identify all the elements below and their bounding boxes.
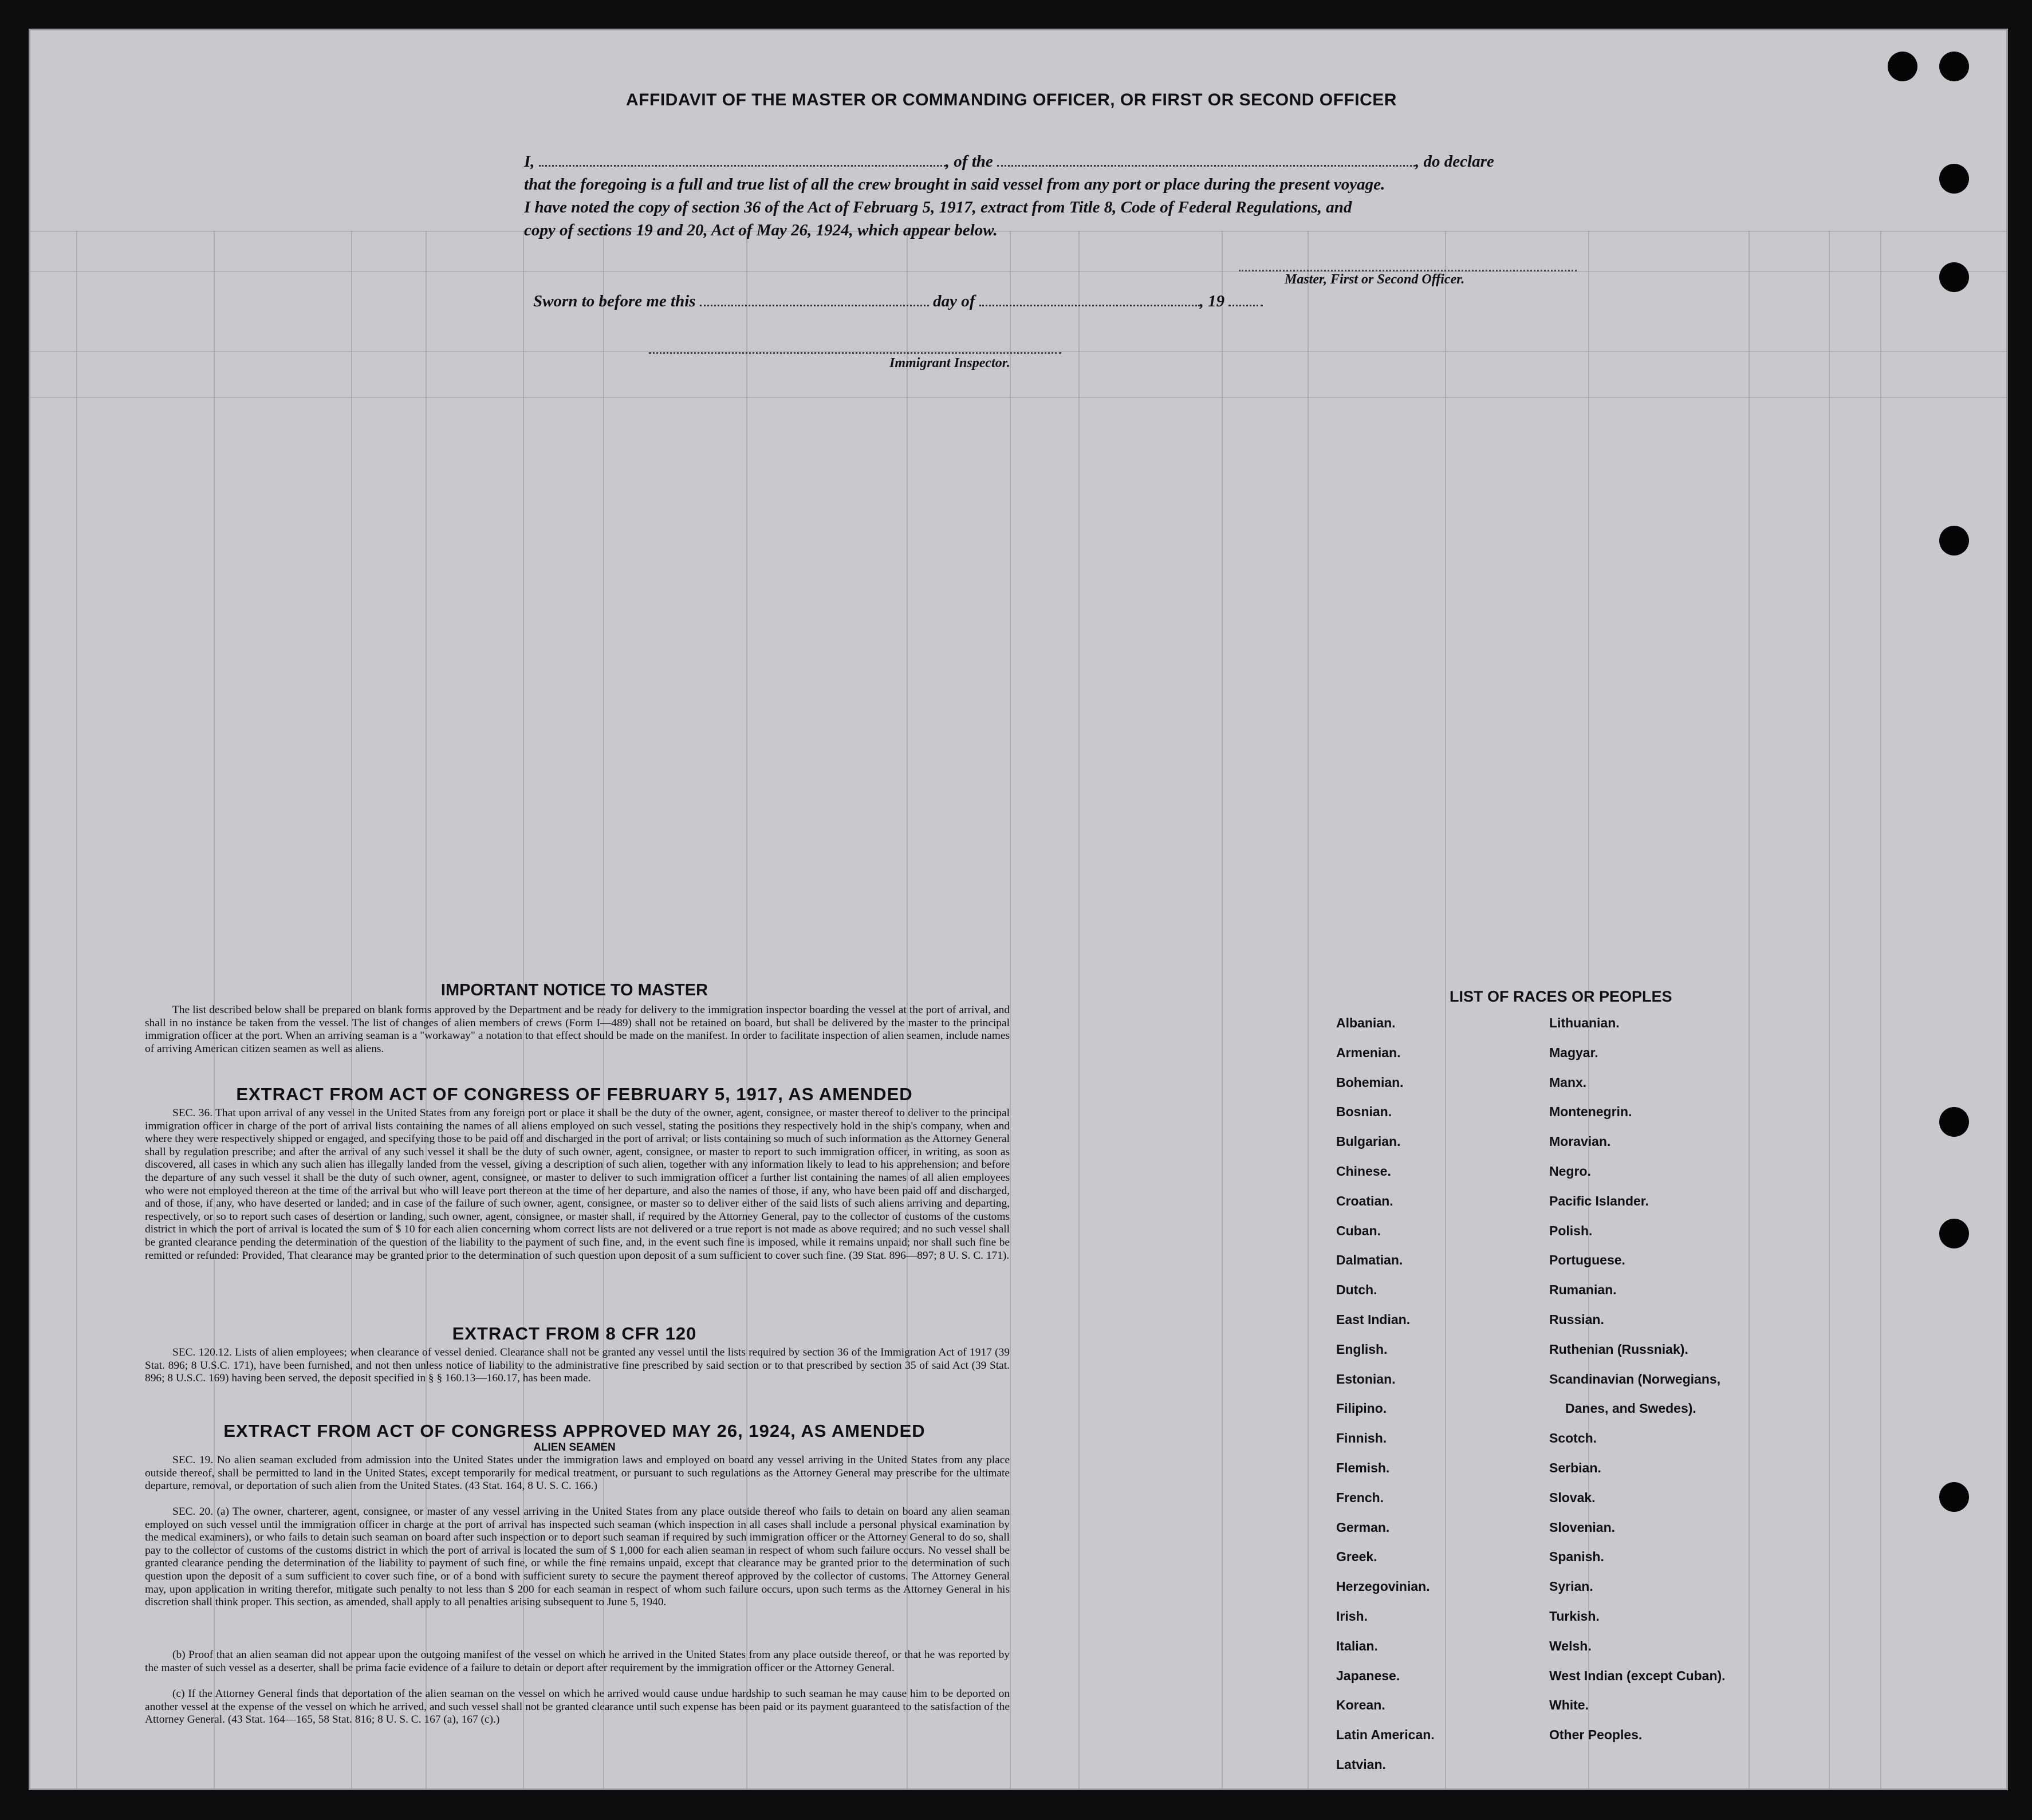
race-item: West Indian (except Cuban).: [1549, 1668, 1726, 1683]
race-item: Finnish.: [1336, 1431, 1387, 1446]
declarant-of: , of the: [945, 152, 993, 171]
sworn-year-field[interactable]: [1228, 293, 1263, 306]
extract-1924-sec20c: (c) If the Attorney General finds that deportation of the alien seaman on the vessel on which he arrived would cause undue hardship to such seaman he may cause him to be deported on another vessel at the expense of the vessel on which he arrived, and such vessel shall not be granted clearance until such expense has been paid or its payment guaranteed to the satisfaction of the Attorney General. (43 Stat. 164—165, 58 Stat. 816; 8 U. S. C. 167 (a), 167 (c).): [145, 1688, 1010, 1726]
declarant-declare: , do declare: [1415, 152, 1494, 171]
race-item: Bulgarian.: [1336, 1134, 1401, 1149]
race-item: Spanish.: [1549, 1549, 1604, 1565]
declaration-line-1: [524, 152, 1494, 171]
race-item: Herzegovinian.: [1336, 1579, 1430, 1594]
race-item: Albanian.: [1336, 1015, 1396, 1030]
race-item: Filipino.: [1336, 1401, 1387, 1416]
declarant-name-field[interactable]: [539, 153, 946, 167]
race-item: Scotch.: [1549, 1431, 1597, 1446]
sworn-day-of: day of: [933, 292, 975, 310]
race-item: Croatian.: [1336, 1193, 1393, 1208]
race-item: Dalmatian.: [1336, 1252, 1403, 1268]
race-item: Turkish.: [1549, 1609, 1600, 1624]
race-item: Greek.: [1336, 1549, 1377, 1565]
punch-hole: [1939, 164, 1969, 194]
race-item: Flemish.: [1336, 1460, 1390, 1475]
race-item: Slovak.: [1549, 1490, 1596, 1505]
vessel-name-field[interactable]: [997, 153, 1415, 167]
race-item: Syrian.: [1549, 1579, 1593, 1594]
master-signature-label: Master, First or Second Officer.: [1285, 272, 1465, 287]
manifest-sheet: [29, 29, 2008, 1790]
sworn-line: [533, 292, 1263, 311]
race-item: Scandinavian (Norwegians,: [1549, 1371, 1721, 1386]
race-item: Japanese.: [1336, 1668, 1400, 1683]
race-item: Russian.: [1549, 1312, 1604, 1327]
race-item: Magyar.: [1549, 1045, 1598, 1060]
sworn-prefix: Sworn to before me this: [533, 292, 696, 310]
race-item: Estonian.: [1336, 1371, 1396, 1386]
punch-hole: [1939, 262, 1969, 292]
affidavit-title: AFFIDAVIT OF THE MASTER OR COMMANDING OFFICER, OR FIRST OR SECOND OFFICER: [626, 90, 1397, 109]
notice-title: IMPORTANT NOTICE TO MASTER: [440, 981, 708, 999]
race-item: Serbian.: [1549, 1460, 1601, 1475]
race-item: Dutch.: [1336, 1282, 1377, 1298]
race-item: Moravian.: [1549, 1134, 1611, 1149]
race-item: Cuban.: [1336, 1223, 1381, 1238]
notice-text: The list described below shall be prepared on blank forms approved by the Department and be ready for delivery to the immigration inspector boarding the vessel at the port of arrival, and shall in no instance be taken from the vessel. The list of changes of alien members of crews (Form I—489) shall not be retained on board, but shall be delivered by the master to the principal immigration officer at the port. When an arriving seaman is a "workaway" a notation to that effect should be made on the manifest. In order to facilitate inspection of alien seamen, include names of arriving American citizen seamen as well as aliens.: [145, 1004, 1010, 1055]
extract-1924-sec20b: (b) Proof that an alien seaman did not appear upon the outgoing manifest of the vessel on which he arrived in the United States from any place outside thereof, or that he was reported by the master of such vessel as a deserter, shall be prima facie evidence of a failure to detain or deport after requirement by the immigration officer or the Attorney General.: [145, 1649, 1010, 1674]
races-title: LIST OF RACES OR PEOPLES: [1450, 988, 1672, 1005]
master-signature-field[interactable]: [1239, 270, 1577, 271]
punch-hole: [1939, 1107, 1969, 1137]
race-item: Bohemian.: [1336, 1074, 1404, 1090]
race-item: Armenian.: [1336, 1045, 1401, 1060]
extract-1924-subtitle: ALIEN SEAMEN: [533, 1441, 616, 1453]
race-item: White.: [1549, 1697, 1589, 1713]
race-item: English.: [1336, 1341, 1388, 1357]
punch-hole: [1939, 52, 1969, 81]
race-item: Korean.: [1336, 1697, 1385, 1713]
race-item: Polish.: [1549, 1223, 1593, 1238]
extract-1917-text: SEC. 36. That upon arrival of any vessel in the United States from any foreign port or place it shall be the duty of the owner, agent, consignee, or master thereof to deliver to the principal immigration officer in charge of the port of arrival lists containing the names of all aliens employed on such vessel, stating the positions they respectively hold in the ship's company, when and where they were respectively shipped or engaged, and specifying those to be paid off and discharged in the port of arrival; or lists containing so much of such information as the Attorney General shall by regulation prescribe; and after the arrival of any such vessel it shall be the duty of such owner, agent, consignee, or master to report to such immigration officer, in writing, as soon as discovered, all cases in which any such alien has illegally landed from the vessel, giving a description of such alien, together with any information likely to lead to his apprehension; and before the departure of any such vessel it shall be the duty of such owner, agent, consignee, or master to deliver to such immigration officer a further list containing the names of all alien employees who were not employed thereon at the time of the arrival but who will leave port thereon at the time of her departure, and also the names of those, if any, who have been paid off and discharged, and of those, if any, who have deserted or landed; and in case of the failure of such owner, agent, consignee, or master so to deliver either of the said lists of such aliens arriving and departing, respectively, or so to report such cases of desertion or landing, such owner, agent, consignee, or master shall, if required by the Attorney General, pay to the collector of customs of the customs district in which the port of arrival is located the sum of $ 10 for each alien concerning whom correct lists are not delivered or a true report is not made as above required; and no such vessel shall be granted clearance pending the determination of the question of the liability to the payment of such fine, and, in the event such fine is imposed, while it remains unpaid; nor shall such fine be remitted or refunded: Provided, That clearance may be granted prior to the determination of such question upon deposit of a sum sufficient to cover such fine. (39 Stat. 896—897; 8 U. S. C. 171).: [145, 1107, 1010, 1262]
extract-1917-title: EXTRACT FROM ACT OF CONGRESS OF FEBRUARY 5, 1917, AS AMENDED: [236, 1084, 913, 1104]
race-item: Negro.: [1549, 1164, 1591, 1179]
punch-hole: [1939, 1482, 1969, 1512]
race-item: Latin American.: [1336, 1727, 1435, 1743]
race-item: Pacific Islander.: [1549, 1193, 1649, 1208]
race-item: Welsh.: [1549, 1638, 1592, 1653]
race-item: Slovenian.: [1549, 1519, 1616, 1535]
extract-1924-sec20a: SEC. 20. (a) The owner, charterer, agent, consignee, or master of any vessel arriving in the United States from any place outside thereof who fails to detain on board any alien seaman employed on such vessel until the immigration officer in charge at the port of arrival has inspected such seaman (which inspection in all cases shall include a personal physical examination by the medical examiners), or who fails to detain such seaman on board after such inspection or to deport such seaman if required by such immigration officer or the Attorney General to do so, shall pay to the collector of customs of the customs district in which the port of arrival is located the sum of $ 1,000 for each alien seaman in respect of whom such failure occurs. No vessel shall be granted clearance pending the determination of the liability to payment of such fine, or while the fine remains unpaid, except that clearance may be granted prior to the determination of such question upon the deposit of a sum sufficient to cover such fine, or of a bond with sufficient surety to secure the payment thereof approved by the collector of customs. The Attorney General may, upon application in writing therefor, mitigate such penalty to not less than $ 200 for each seaman in respect of whom such failure occurs, upon such terms as the Attorney General in his discretion shall think proper. This section, as amended, shall apply to all penalties arising subsequent to June 5, 1940.: [145, 1506, 1010, 1609]
race-item: Chinese.: [1336, 1164, 1391, 1179]
sworn-day-field[interactable]: [700, 293, 929, 306]
inspector-signature-field[interactable]: [649, 352, 1061, 354]
race-item: French.: [1336, 1490, 1384, 1505]
race-item: East Indian.: [1336, 1312, 1411, 1327]
race-item: Bosnian.: [1336, 1104, 1392, 1120]
declarant-prefix: I,: [524, 152, 535, 171]
sworn-month-field[interactable]: [979, 293, 1200, 306]
race-item: Other Peoples.: [1549, 1727, 1643, 1743]
race-item: Irish.: [1336, 1609, 1368, 1624]
race-item: German.: [1336, 1519, 1390, 1535]
sworn-year-prefix: , 19: [1199, 292, 1225, 310]
inspector-signature-label: Immigrant Inspector.: [889, 356, 1010, 371]
extract-1924-sec19: SEC. 19. No alien seaman excluded from admission into the United States under the immigration laws and employed on board any vessel arriving in the United States from any place outside thereof, shall be permitted to land in the United States, except temporarily for medical treatment, or pursuant to such regulations as the Attorney General may prescribe for the ultimate departure, removal, or deportation of such alien from the United States. (43 Stat. 164, 8 U. S. C. 166.): [145, 1454, 1010, 1492]
race-item: Lithuanian.: [1549, 1015, 1620, 1030]
declaration-line-4: copy of sections 19 and 20, Act of May 26, 1924, which appear below.: [524, 221, 998, 239]
race-item: Rumanian.: [1549, 1282, 1617, 1298]
punch-hole: [1939, 526, 1969, 556]
race-item: Manx.: [1549, 1074, 1587, 1090]
race-item: Portuguese.: [1549, 1252, 1625, 1268]
race-item: Ruthenian (Russniak).: [1549, 1341, 1688, 1357]
extract-1924-title: EXTRACT FROM ACT OF CONGRESS APPROVED MAY 26, 1924, AS AMENDED: [223, 1421, 926, 1441]
declaration-line-3: I have noted the copy of section 36 of the Act of Februarg 5, 1917, extract from Title 8, Code of Federal Regulations, and: [524, 198, 1352, 216]
punch-hole: [1939, 1219, 1969, 1248]
race-item: Italian.: [1336, 1638, 1378, 1653]
race-item: Danes, and Swedes).: [1565, 1401, 1696, 1416]
race-item: Montenegrin.: [1549, 1104, 1632, 1120]
punch-hole: [1888, 52, 1917, 81]
race-item: Latvian.: [1336, 1757, 1386, 1772]
declaration-line-2: that the foregoing is a full and true list of all the crew brought in said vessel from any port or place during the present voyage.: [524, 175, 1385, 194]
extract-8cfr-title: EXTRACT FROM 8 CFR 120: [452, 1323, 697, 1344]
extract-8cfr-text: SEC. 120.12. Lists of alien employees; when clearance of vessel denied. Clearance shall not be granted any vessel until the lists required by section 36 of the Immigration Act of 1917 (39 Stat. 896; 8 U.S.C. 171), have been furnished, and not then unless notice of liability to the administrative fine prescribed by said section or to that prescribed by section 35 of said Act (39 Stat. 896; 8 U.S.C. 169) having been served, the deposit specified in § § 160.13—160.17, has been made.: [145, 1346, 1010, 1385]
